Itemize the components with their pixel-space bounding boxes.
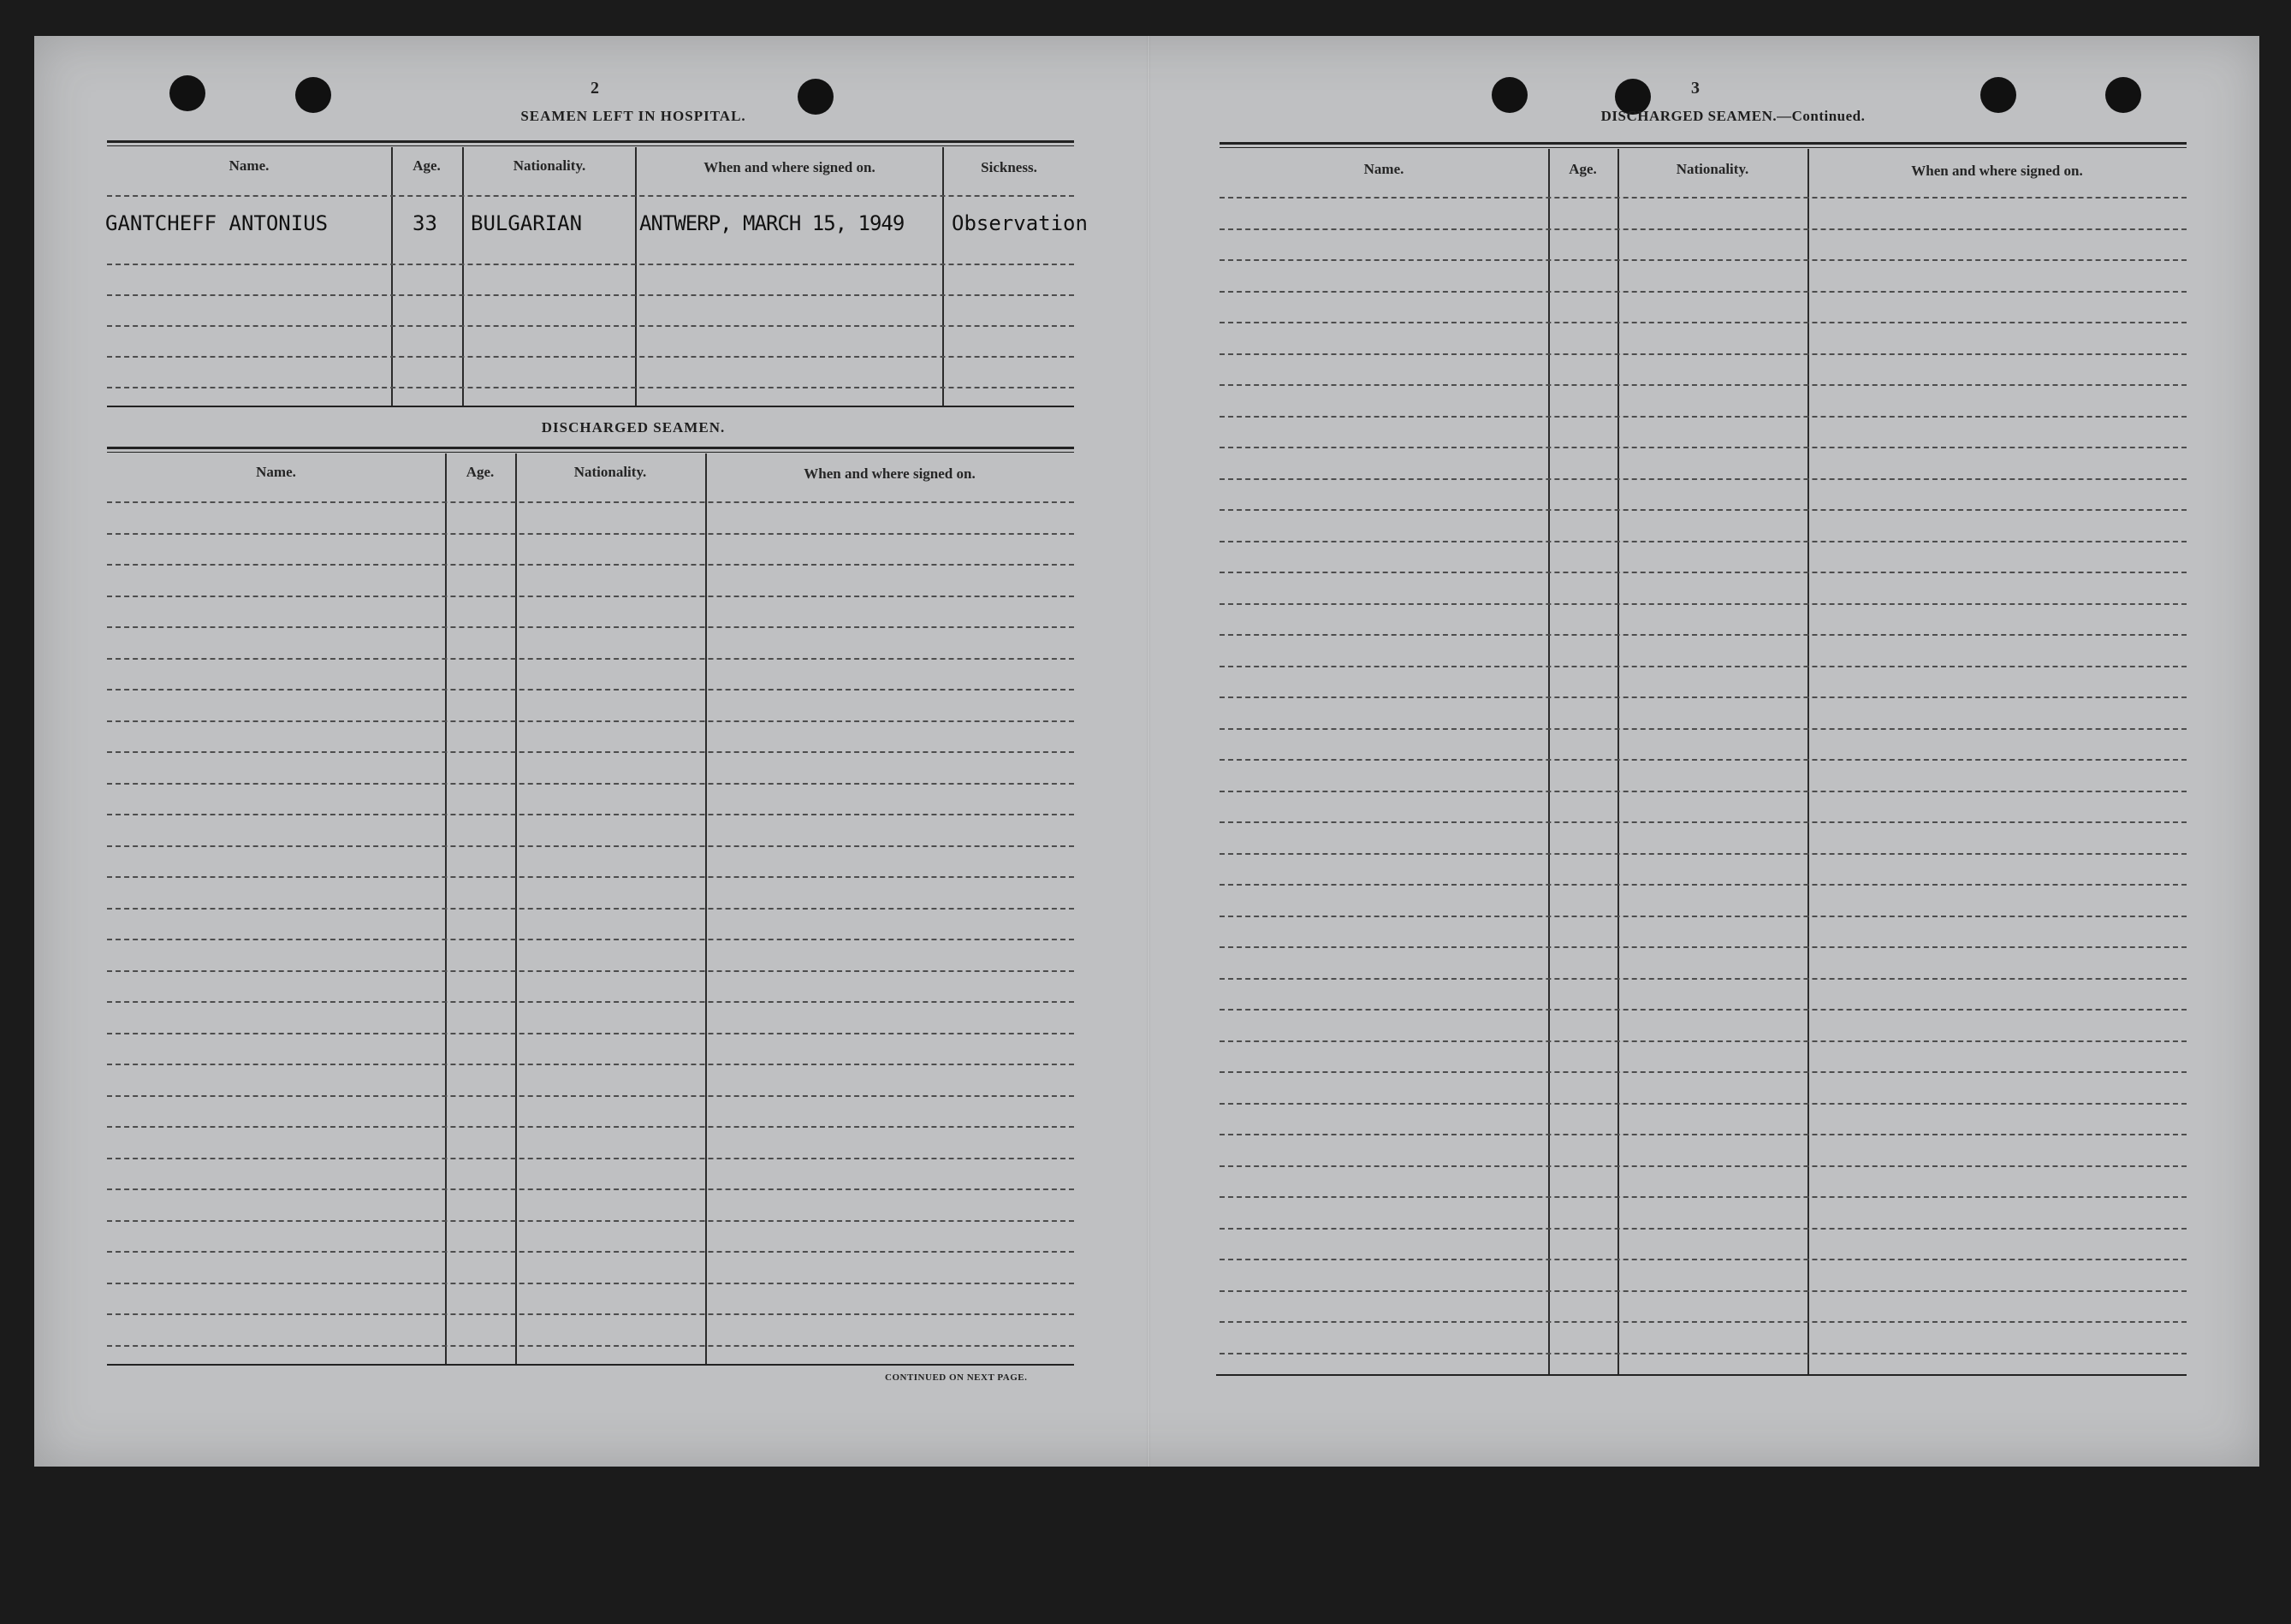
ruled-line [107,1001,1074,1003]
column-header-name: Name. [256,464,296,480]
ruled-line [107,325,1074,327]
page-fold [1147,36,1150,1467]
ruled-line [1220,1040,2187,1042]
ruled-line [1220,416,2187,418]
ruled-line [107,264,1074,265]
column-divider [635,147,637,406]
ruled-line [107,1220,1074,1222]
ruled-line [1220,1259,2187,1260]
ruled-line [107,195,1074,197]
ruled-line [1220,1321,2187,1323]
ruled-line [1220,1134,2187,1135]
ruled-line [1220,322,2187,323]
ruled-line [1220,541,2187,542]
ruled-line [1220,916,2187,917]
column-header-age: Age. [466,464,495,480]
manifest-sheet [34,36,2259,1467]
ruled-line [1220,946,2187,948]
column-divider [462,147,464,406]
ruled-line [1220,291,2187,293]
ruled-line [107,1158,1074,1159]
column-header-signed-on: When and where signed on. [703,159,875,175]
ruled-line [107,814,1074,815]
ruled-line [1220,1071,2187,1073]
column-header-name: Name. [1363,161,1404,177]
column-header-age: Age. [1569,161,1597,177]
ruled-line [107,533,1074,535]
ruled-line [107,1033,1074,1034]
ruled-line [1220,853,2187,855]
ruled-line [107,1345,1074,1347]
ruled-line [1220,509,2187,511]
section-title-discharged: DISCHARGED SEAMEN. [541,419,726,436]
ruled-line [107,845,1074,847]
punch-hole [295,77,331,113]
ruled-line [1220,1196,2187,1198]
ruled-line [1220,666,2187,667]
ruled-line [1220,884,2187,886]
ruled-line [1220,572,2187,573]
column-header-name: Name. [229,157,270,174]
ruled-line [1220,603,2187,605]
page-number: 3 [1691,79,1700,98]
table-top-rule [107,447,1074,449]
table-top-rule [1220,142,2187,145]
table-top-rule [1220,147,2187,148]
ruled-line [107,783,1074,785]
column-divider [1807,149,1809,1374]
hospital-entry-name: GANTCHEFF ANTONIUS [105,211,329,235]
table-top-rule [107,140,1074,143]
hospital-entry-age: 33 [412,211,437,235]
ruled-line [107,876,1074,878]
ruled-line [1220,1290,2187,1292]
column-header-signed-on: When and where signed on. [804,465,976,482]
ruled-line [107,1188,1074,1190]
ruled-line [1220,478,2187,480]
continued-note: CONTINUED ON NEXT PAGE. [885,1372,1028,1383]
column-divider [1548,149,1550,1374]
table-bottom-rule [1216,1374,2187,1376]
ruled-line [1220,353,2187,355]
ruled-line [1220,634,2187,636]
column-header-sickness: Sickness. [981,159,1037,175]
ruled-line [107,387,1074,388]
ruled-line [1220,1228,2187,1230]
ruled-line [107,1126,1074,1128]
ruled-line [1220,821,2187,823]
table-top-rule [107,452,1074,453]
table-top-rule [107,145,1074,146]
ruled-line [107,596,1074,597]
hospital-entry-nationality: BULGARIAN [471,211,583,235]
ruled-line [107,1283,1074,1284]
ruled-line [107,1251,1074,1253]
ruled-line [1220,696,2187,698]
section-title-discharged-continued: DISCHARGED SEAMEN.—Continued. [1600,108,1866,124]
ruled-line [107,970,1074,972]
hospital-entry-signed-on: ANTWERP, MARCH 15, 1949 [639,211,905,235]
column-header-nationality: Nationality. [513,157,586,174]
ruled-line [107,356,1074,358]
ruled-line [1220,197,2187,199]
column-header-age: Age. [412,157,441,174]
ruled-line [107,908,1074,910]
table-bottom-rule [107,406,1074,407]
ruled-line [1220,791,2187,792]
column-divider [942,147,944,406]
section-title-hospital: SEAMEN LEFT IN HOSPITAL. [520,108,746,124]
punch-hole [2105,77,2141,113]
column-divider [1617,149,1619,1374]
ruled-line [107,751,1074,753]
page-number: 2 [591,79,599,98]
ruled-line [1220,759,2187,761]
column-header-nationality: Nationality. [1676,161,1749,177]
ruled-line [107,501,1074,503]
ruled-line [1220,1103,2187,1105]
ruled-line [107,689,1074,690]
ruled-line [1220,447,2187,448]
ruled-line [107,1064,1074,1065]
ruled-line [1220,384,2187,386]
ruled-line [107,564,1074,566]
ruled-line [1220,228,2187,230]
ruled-line [1220,1165,2187,1167]
ruled-line [107,294,1074,296]
ruled-line [1220,1353,2187,1354]
table-bottom-rule [107,1364,1074,1366]
ruled-line [107,626,1074,628]
ruled-line [107,1313,1074,1315]
ruled-line [1220,978,2187,980]
ruled-line [1220,259,2187,261]
ruled-line [1220,1009,2187,1011]
ruled-line [107,939,1074,940]
ruled-line [107,658,1074,660]
punch-hole [169,75,205,111]
column-header-signed-on: When and where signed on. [1911,163,2083,179]
hospital-entry-sickness: Observation [952,211,1088,235]
ruled-line [1220,728,2187,730]
ruled-line [107,720,1074,722]
ruled-line [107,1095,1074,1097]
column-divider [391,147,393,406]
column-header-nationality: Nationality. [573,464,647,480]
